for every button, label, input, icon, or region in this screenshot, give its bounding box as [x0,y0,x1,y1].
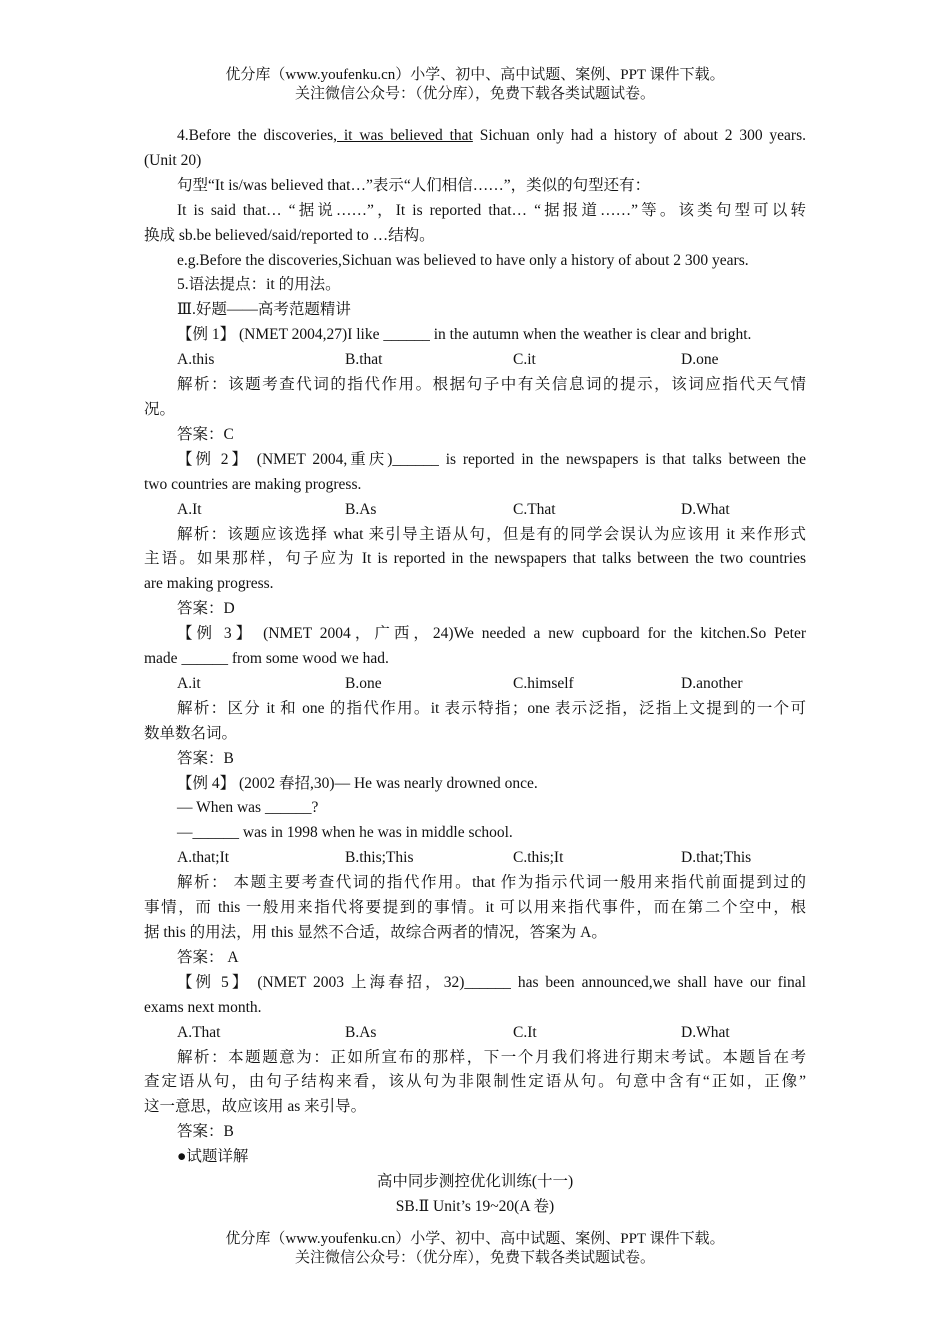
ex4-question: 【例 4】 (2002 春招,30)— He was nearly drowned once. [177,774,538,792]
option-c: C.this;It [513,849,564,867]
ex1-analysis-l1: 解析：该题考查代词的指代作用。根据句子中有关信息词的提示，该词应指代天气情 [177,376,806,394]
item4-pattern: 句型“It is/was believed that…”表示“人们相信……”，类似的句型还有： [177,176,651,194]
header-line-2: 关注微信公众号：（优分库），免费下载各类试题试卷。 [294,86,655,102]
option-c: C.it [513,351,536,369]
ex2-options [144,498,806,523]
option-b: B.As [345,500,377,518]
ex5-question-l1: 【例 5】 (NMET 2003 上海春招，32)______ has been announced,we shall have our final [177,973,806,991]
ex4-analysis-l2: 事情，而 this 一般用来指代将要提到的事情。it 可以用来指代事件，而在第二个空中，根 [144,899,806,917]
section-3-heading: Ⅲ.好题——高考范题精讲 [177,301,351,319]
document-body [144,124,806,1220]
ex4-answer: 答案： A [177,948,239,966]
option-a: A.That [177,1023,221,1041]
option-d: D.another [681,674,743,692]
ex5-analysis-l2: 查定语从句，由句子结构来看，该从句为非限制性定语从句。句意中含有“正如，正像” [144,1073,806,1091]
ex2-answer: 答案：D [177,600,235,618]
option-b: B.this;This [345,849,414,867]
underlined-phrase: it was believed that [337,127,473,144]
item4-similar-l1: It is said that… “据说……”，It is reported that… “据报道……”等。该类句型可以转 [177,201,806,219]
details-heading: ●试题详解 [177,1148,249,1166]
option-d: D.What [681,1023,730,1041]
option-b: B.that [345,351,383,369]
item5: 5.语法提点：it 的用法。 [177,276,341,294]
option-a: A.that;It [177,849,230,867]
option-c: C.It [513,1023,537,1041]
option-b: B.As [345,1023,377,1041]
footer-line-2: 关注微信公众号：（优分库），免费下载各类试题试卷。 [294,1250,655,1266]
ex3-options [144,672,806,697]
ex1-question: 【例 1】 (NMET 2004,27)I like ______ in the autumn when the weather is clear and bright. [177,326,752,344]
ex4-analysis-l1: 解析： 本题主要考查代词的指代作用。that 作为指示代词一般用来指代前面提到过的 [177,874,806,892]
item4-line1: 4.Before the discoveries, it was believed that Sichuan only had a history of about 2 300 years. [177,127,807,144]
ex5-analysis-l1: 解析：本题题意为：正如所宣布的那样，下一个月我们将进行期末考试。本题旨在考 [177,1048,806,1066]
ex1-analysis-l2: 况。 [144,400,176,418]
option-b: B.one [345,674,382,692]
ex3-analysis-l1: 解析：区分 it 和 one 的指代作用。it 表示特指；one 表示泛指，泛指上文提到的一个可 [177,699,806,717]
option-d: D.What [681,500,730,518]
section-title: 高中同步测控优化训练(十一) [376,1173,574,1191]
option-d: D.that;This [681,849,752,867]
page-header [0,66,950,104]
item4-similar-l2: 换成 sb.be believed/said/reported to …结构。 [144,226,435,244]
option-a: A.it [177,674,201,692]
ex4-dialog-3: —______ was in 1998 when he was in middle school. [177,824,513,842]
ex4-analysis-l3: 据 this 的用法，用 this 显然不合适，故综合两者的情况，答案为 A。 [144,924,607,941]
header-line-1: 优分库（www.youfenku.cn）小学、初中、高中试题、案例、PPT 课件下载。 [225,67,725,83]
ex5-question-l2: exams next month. [144,998,262,1016]
ex4-options [144,846,806,871]
ex5-options [144,1021,806,1046]
ex2-question-l2: two countries are making progress. [144,475,362,493]
ex3-question-l2: made ______ from some wood we had. [144,650,389,668]
ex1-answer: 答案：C [177,425,234,443]
ex2-analysis-l2: 主语。如果那样，句子应为 It is reported in the newspapers that talks between the two countries [144,550,806,568]
ex2-analysis-l1: 解析：该题应该选择 what 来引导主语从句，但是有的同学会误认为应该用 it 来作形式 [177,525,806,543]
ex5-answer: 答案：B [177,1123,234,1141]
page-footer [0,1230,950,1268]
option-a: A.It [177,500,202,518]
option-c: C.himself [513,674,574,692]
ex3-analysis-l2: 数单数名词。 [144,724,238,742]
option-c: C.That [513,500,556,518]
option-d: D.one [681,351,719,369]
ex3-question-l1: 【例 3】 (NMET 2004，广西，24)We needed a new cupboard for the kitchen.So Peter [177,625,806,643]
item4-example: e.g.Before the discoveries,Sichuan was believed to have only a history of about 2 300 years. [177,251,749,269]
ex4-dialog-2: — When was ______? [177,799,319,817]
ex3-answer: 答案：B [177,749,234,767]
footer-line-1: 优分库（www.youfenku.cn）小学、初中、高中试题、案例、PPT 课件下载。 [225,1231,725,1247]
ex2-analysis-l3: are making progress. [144,575,274,593]
ex5-analysis-l3: 这一意思，故应该用 as 来引导。 [144,1098,367,1116]
ex1-options [144,348,806,373]
option-a: A.this [177,351,215,369]
section-subtitle: SB.Ⅱ Unit’s 19~20(A 卷) [395,1197,555,1215]
ex2-question-l1: 【例 2】 (NMET 2004,重庆)______ is reported in the newspapers is that talks between the [177,450,806,468]
item4-line2: (Unit 20) [144,151,202,169]
